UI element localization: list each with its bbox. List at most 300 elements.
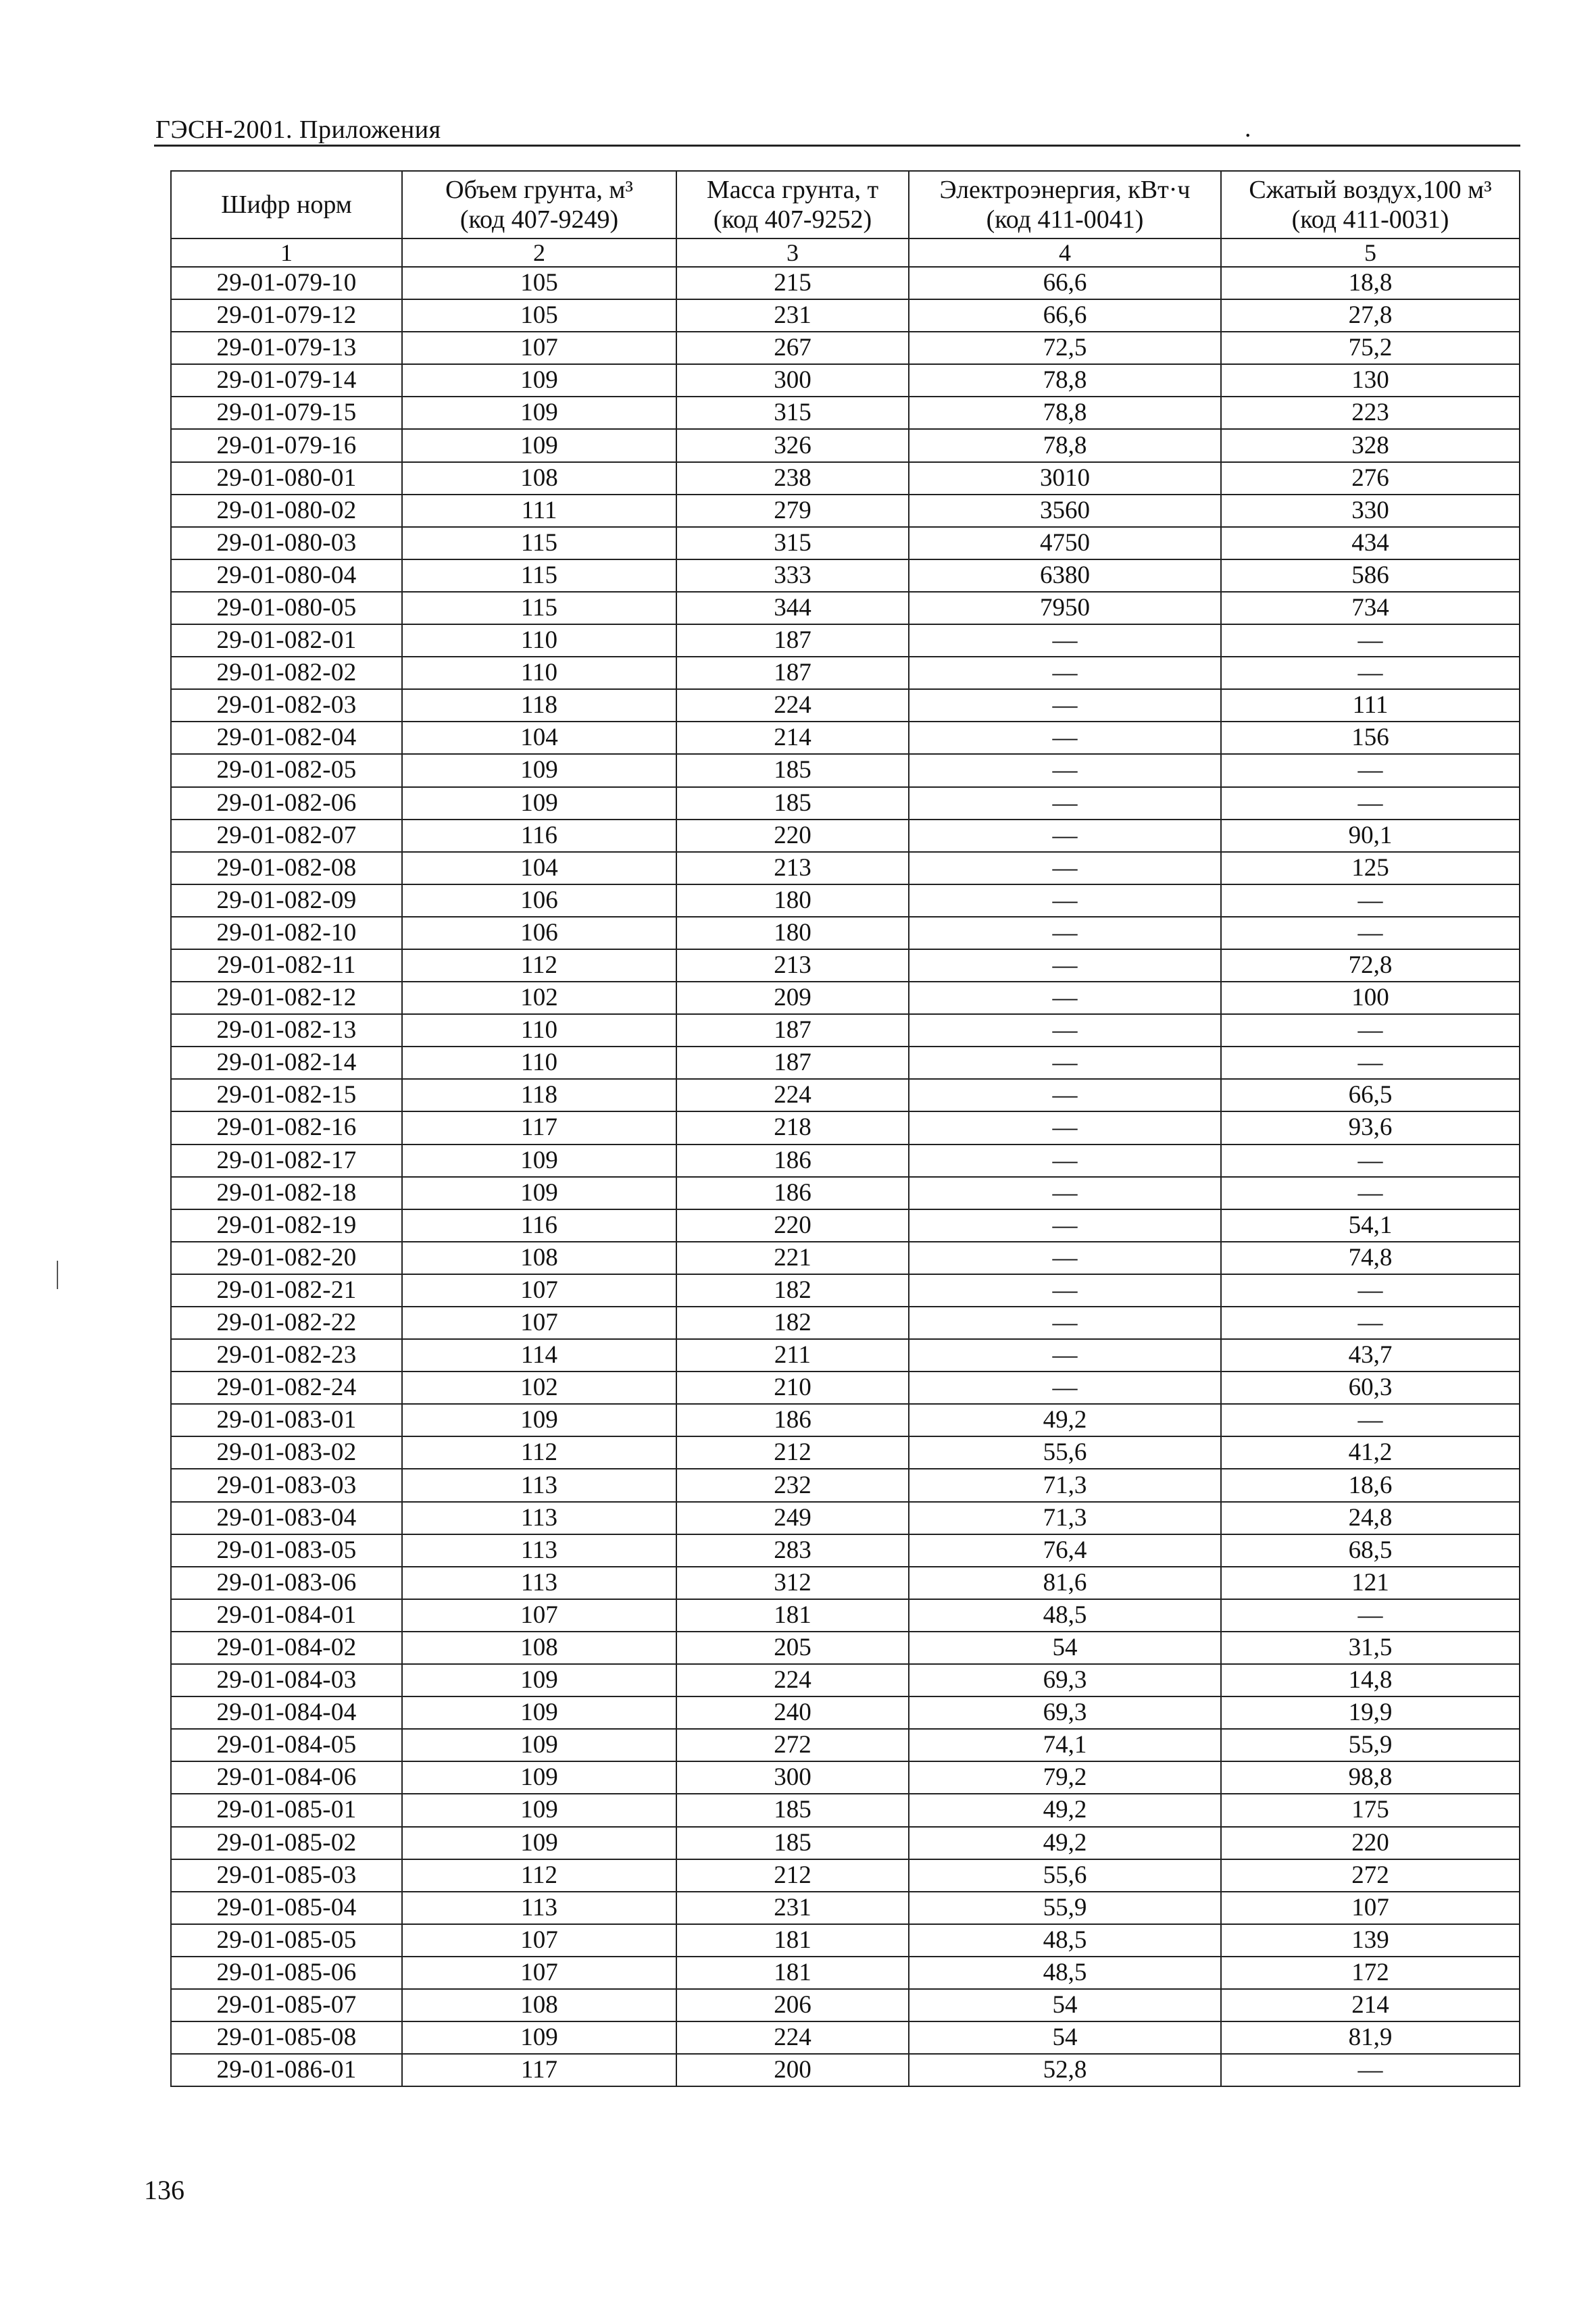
header-rule: [154, 145, 1520, 147]
norm-code-cell: 29-01-079-15: [171, 397, 402, 429]
table-row: [171, 917, 1520, 949]
soil-mass-cell: 185: [676, 787, 909, 820]
table-row: [171, 1892, 1520, 1924]
electricity-cell: 55,6: [909, 1859, 1221, 1892]
table-row: [171, 1242, 1520, 1274]
norm-code-cell: 29-01-082-15: [171, 1079, 402, 1111]
norm-code-cell: 29-01-082-03: [171, 689, 402, 722]
electricity-cell: 55,6: [909, 1436, 1221, 1469]
soil-volume-cell: 115: [402, 527, 676, 559]
table-row: [171, 624, 1520, 657]
norm-code-cell: 29-01-082-24: [171, 1372, 402, 1404]
compressed-air-cell: 18,8: [1221, 267, 1520, 299]
soil-volume-cell: 108: [402, 1632, 676, 1664]
norm-code-cell: 29-01-082-19: [171, 1209, 402, 1242]
soil-volume-cell: 108: [402, 1242, 676, 1274]
soil-volume-cell: 106: [402, 917, 676, 949]
soil-mass-cell: 213: [676, 949, 909, 982]
table-row: [171, 1079, 1520, 1111]
soil-volume-cell: 109: [402, 1696, 676, 1729]
table-row: [171, 1696, 1520, 1729]
table-row: [171, 364, 1520, 397]
table-row: [171, 1404, 1520, 1436]
norm-code-cell: 29-01-082-10: [171, 917, 402, 949]
compressed-air-cell: —: [1221, 884, 1520, 917]
soil-mass-cell: 181: [676, 1599, 909, 1632]
soil-volume-cell: 109: [402, 1761, 676, 1794]
soil-mass-cell: 300: [676, 1761, 909, 1794]
col-header-code: Шифр норм: [171, 171, 402, 238]
soil-mass-cell: 224: [676, 689, 909, 722]
column-number: 4: [909, 238, 1221, 267]
soil-mass-cell: 232: [676, 1469, 909, 1501]
norm-code-cell: 29-01-082-12: [171, 982, 402, 1014]
soil-volume-cell: 105: [402, 267, 676, 299]
norm-code-cell: 29-01-082-04: [171, 722, 402, 754]
compressed-air-cell: 24,8: [1221, 1502, 1520, 1534]
compressed-air-cell: 276: [1221, 462, 1520, 495]
table-row: [171, 1307, 1520, 1339]
electricity-cell: —: [909, 722, 1221, 754]
soil-volume-cell: 112: [402, 1436, 676, 1469]
table-row: [171, 1177, 1520, 1209]
electricity-cell: —: [909, 820, 1221, 852]
compressed-air-cell: —: [1221, 2054, 1520, 2086]
col-header-soil-volume: Объем грунта, м³ (код 407-9249): [402, 171, 676, 238]
soil-volume-cell: 110: [402, 1047, 676, 1079]
table-row: [171, 787, 1520, 820]
table-row: [171, 657, 1520, 689]
norm-code-cell: 29-01-082-22: [171, 1307, 402, 1339]
soil-mass-cell: 182: [676, 1307, 909, 1339]
electricity-cell: 55,9: [909, 1892, 1221, 1924]
compressed-air-cell: 31,5: [1221, 1632, 1520, 1664]
table-row: [171, 1859, 1520, 1892]
table-row: [171, 462, 1520, 495]
compressed-air-cell: —: [1221, 1307, 1520, 1339]
compressed-air-cell: 74,8: [1221, 1242, 1520, 1274]
soil-volume-cell: 113: [402, 1567, 676, 1599]
norm-code-cell: 29-01-082-18: [171, 1177, 402, 1209]
norm-code-cell: 29-01-079-16: [171, 429, 402, 461]
soil-mass-cell: 315: [676, 527, 909, 559]
soil-volume-cell: 113: [402, 1534, 676, 1567]
column-number: 2: [402, 238, 676, 267]
norm-code-cell: 29-01-084-02: [171, 1632, 402, 1664]
compressed-air-cell: —: [1221, 624, 1520, 657]
soil-mass-cell: 224: [676, 2021, 909, 2054]
soil-mass-cell: 182: [676, 1274, 909, 1307]
margin-mark: [57, 1261, 58, 1289]
compressed-air-cell: —: [1221, 787, 1520, 820]
norm-code-cell: 29-01-085-04: [171, 1892, 402, 1924]
electricity-cell: —: [909, 917, 1221, 949]
soil-mass-cell: 187: [676, 1047, 909, 1079]
soil-volume-cell: 107: [402, 1924, 676, 1957]
compressed-air-cell: 272: [1221, 1859, 1520, 1892]
norm-code-cell: 29-01-085-01: [171, 1794, 402, 1826]
soil-mass-cell: 231: [676, 299, 909, 332]
soil-volume-cell: 116: [402, 1209, 676, 1242]
soil-mass-cell: 187: [676, 1014, 909, 1047]
compressed-air-cell: 81,9: [1221, 2021, 1520, 2054]
compressed-air-cell: 586: [1221, 559, 1520, 592]
electricity-cell: 49,2: [909, 1827, 1221, 1859]
norm-code-cell: 29-01-085-03: [171, 1859, 402, 1892]
compressed-air-cell: 111: [1221, 689, 1520, 722]
soil-volume-cell: 102: [402, 1372, 676, 1404]
table-row: [171, 267, 1520, 299]
norm-code-cell: 29-01-080-01: [171, 462, 402, 495]
soil-volume-cell: 110: [402, 1014, 676, 1047]
table-row: [171, 1534, 1520, 1567]
electricity-cell: 79,2: [909, 1761, 1221, 1794]
soil-mass-cell: 213: [676, 852, 909, 884]
norm-code-cell: 29-01-079-14: [171, 364, 402, 397]
norm-code-cell: 29-01-083-03: [171, 1469, 402, 1501]
compressed-air-cell: 172: [1221, 1957, 1520, 1989]
electricity-cell: —: [909, 1307, 1221, 1339]
norm-code-cell: 29-01-084-01: [171, 1599, 402, 1632]
soil-mass-cell: 186: [676, 1404, 909, 1436]
electricity-cell: 48,5: [909, 1924, 1221, 1957]
electricity-cell: 71,3: [909, 1469, 1221, 1501]
soil-mass-cell: 214: [676, 722, 909, 754]
col-header-electricity: Электроэнергия, кВт·ч (код 411-0041): [909, 171, 1221, 238]
compressed-air-cell: 156: [1221, 722, 1520, 754]
norm-code-cell: 29-01-084-04: [171, 1696, 402, 1729]
norm-code-cell: 29-01-082-07: [171, 820, 402, 852]
norm-code-cell: 29-01-085-08: [171, 2021, 402, 2054]
running-header: ГЭСН-2001. Приложения: [155, 116, 441, 144]
electricity-cell: —: [909, 884, 1221, 917]
table-row: [171, 1274, 1520, 1307]
soil-volume-cell: 115: [402, 592, 676, 624]
column-number-row: [171, 238, 1520, 267]
soil-mass-cell: 279: [676, 495, 909, 527]
soil-volume-cell: 109: [402, 364, 676, 397]
compressed-air-cell: —: [1221, 657, 1520, 689]
electricity-cell: —: [909, 1111, 1221, 1144]
soil-volume-cell: 110: [402, 624, 676, 657]
col-header-soil-mass: Масса грунта, т (код 407-9252): [676, 171, 909, 238]
norm-code-cell: 29-01-080-05: [171, 592, 402, 624]
electricity-cell: —: [909, 1014, 1221, 1047]
electricity-cell: 4750: [909, 527, 1221, 559]
electricity-cell: 78,8: [909, 429, 1221, 461]
electricity-cell: 69,3: [909, 1664, 1221, 1696]
table-row: [171, 495, 1520, 527]
norm-code-cell: 29-01-079-13: [171, 332, 402, 364]
table-row: [171, 1664, 1520, 1696]
table-row: [171, 884, 1520, 917]
electricity-cell: —: [909, 982, 1221, 1014]
soil-volume-cell: 118: [402, 689, 676, 722]
soil-mass-cell: 249: [676, 1502, 909, 1534]
soil-mass-cell: 180: [676, 884, 909, 917]
electricity-cell: 49,2: [909, 1794, 1221, 1826]
norm-code-cell: 29-01-083-04: [171, 1502, 402, 1534]
soil-mass-cell: 180: [676, 917, 909, 949]
soil-mass-cell: 212: [676, 1436, 909, 1469]
soil-volume-cell: 107: [402, 1274, 676, 1307]
soil-volume-cell: 109: [402, 1794, 676, 1826]
soil-mass-cell: 181: [676, 1924, 909, 1957]
compressed-air-cell: 734: [1221, 592, 1520, 624]
norm-code-cell: 29-01-082-23: [171, 1339, 402, 1372]
electricity-cell: —: [909, 1177, 1221, 1209]
norm-code-cell: 29-01-085-07: [171, 1989, 402, 2021]
electricity-cell: 48,5: [909, 1957, 1221, 1989]
electricity-cell: 78,8: [909, 397, 1221, 429]
norm-code-cell: 29-01-079-12: [171, 299, 402, 332]
table-row: [171, 429, 1520, 461]
compressed-air-cell: —: [1221, 1014, 1520, 1047]
table-row: [171, 1567, 1520, 1599]
electricity-cell: —: [909, 1339, 1221, 1372]
soil-volume-cell: 107: [402, 1307, 676, 1339]
soil-mass-cell: 187: [676, 657, 909, 689]
soil-mass-cell: 220: [676, 1209, 909, 1242]
compressed-air-cell: 66,5: [1221, 1079, 1520, 1111]
compressed-air-cell: 434: [1221, 527, 1520, 559]
compressed-air-cell: 330: [1221, 495, 1520, 527]
norm-code-cell: 29-01-083-06: [171, 1567, 402, 1599]
electricity-cell: —: [909, 624, 1221, 657]
compressed-air-cell: 139: [1221, 1924, 1520, 1957]
norm-code-cell: 29-01-082-16: [171, 1111, 402, 1144]
table-row: [171, 1145, 1520, 1177]
compressed-air-cell: 121: [1221, 1567, 1520, 1599]
soil-mass-cell: 344: [676, 592, 909, 624]
compressed-air-cell: 18,6: [1221, 1469, 1520, 1501]
soil-volume-cell: 109: [402, 1177, 676, 1209]
norm-code-cell: 29-01-082-09: [171, 884, 402, 917]
soil-volume-cell: 104: [402, 852, 676, 884]
table-row: [171, 1014, 1520, 1047]
soil-volume-cell: 104: [402, 722, 676, 754]
compressed-air-cell: 107: [1221, 1892, 1520, 1924]
soil-volume-cell: 109: [402, 1664, 676, 1696]
compressed-air-cell: —: [1221, 1145, 1520, 1177]
soil-volume-cell: 109: [402, 1729, 676, 1761]
table-row: [171, 592, 1520, 624]
compressed-air-cell: —: [1221, 1047, 1520, 1079]
electricity-cell: 3560: [909, 495, 1221, 527]
column-number: 5: [1221, 238, 1520, 267]
soil-mass-cell: 185: [676, 754, 909, 786]
soil-mass-cell: 187: [676, 624, 909, 657]
table-row: [171, 1372, 1520, 1404]
soil-mass-cell: 185: [676, 1794, 909, 1826]
norm-code-cell: 29-01-080-04: [171, 559, 402, 592]
compressed-air-cell: —: [1221, 1404, 1520, 1436]
electricity-cell: —: [909, 787, 1221, 820]
electricity-cell: —: [909, 754, 1221, 786]
soil-mass-cell: 212: [676, 1859, 909, 1892]
soil-mass-cell: 231: [676, 1892, 909, 1924]
soil-volume-cell: 117: [402, 2054, 676, 2086]
soil-volume-cell: 115: [402, 559, 676, 592]
norm-code-cell: 29-01-082-20: [171, 1242, 402, 1274]
soil-volume-cell: 110: [402, 657, 676, 689]
compressed-air-cell: —: [1221, 1177, 1520, 1209]
table-row: [171, 1469, 1520, 1501]
soil-mass-cell: 240: [676, 1696, 909, 1729]
soil-volume-cell: 102: [402, 982, 676, 1014]
soil-mass-cell: 181: [676, 1957, 909, 1989]
compressed-air-cell: 43,7: [1221, 1339, 1520, 1372]
compressed-air-cell: 27,8: [1221, 299, 1520, 332]
soil-volume-cell: 118: [402, 1079, 676, 1111]
table-row: [171, 1047, 1520, 1079]
norm-code-cell: 29-01-079-10: [171, 267, 402, 299]
table-row: [171, 722, 1520, 754]
soil-volume-cell: 112: [402, 949, 676, 982]
electricity-cell: —: [909, 657, 1221, 689]
soil-volume-cell: 107: [402, 1957, 676, 1989]
norm-code-cell: 29-01-082-06: [171, 787, 402, 820]
table-row: [171, 2054, 1520, 2086]
table-row: [171, 1827, 1520, 1859]
soil-volume-cell: 111: [402, 495, 676, 527]
compressed-air-cell: 55,9: [1221, 1729, 1520, 1761]
norm-code-cell: 29-01-084-03: [171, 1664, 402, 1696]
table-row: [171, 1599, 1520, 1632]
soil-mass-cell: 312: [676, 1567, 909, 1599]
compressed-air-cell: 125: [1221, 852, 1520, 884]
compressed-air-cell: 223: [1221, 397, 1520, 429]
electricity-cell: 54: [909, 1989, 1221, 2021]
soil-volume-cell: 109: [402, 1827, 676, 1859]
compressed-air-cell: 93,6: [1221, 1111, 1520, 1144]
compressed-air-cell: 54,1: [1221, 1209, 1520, 1242]
electricity-cell: —: [909, 689, 1221, 722]
table-row: [171, 1436, 1520, 1469]
table-row: [171, 982, 1520, 1014]
table-row: [171, 1111, 1520, 1144]
soil-mass-cell: 224: [676, 1664, 909, 1696]
electricity-cell: —: [909, 1209, 1221, 1242]
norm-code-cell: 29-01-085-05: [171, 1924, 402, 1957]
soil-mass-cell: 218: [676, 1111, 909, 1144]
electricity-cell: 48,5: [909, 1599, 1221, 1632]
soil-mass-cell: 267: [676, 332, 909, 364]
electricity-cell: —: [909, 1047, 1221, 1079]
soil-mass-cell: 333: [676, 559, 909, 592]
compressed-air-cell: 98,8: [1221, 1761, 1520, 1794]
electricity-cell: 78,8: [909, 364, 1221, 397]
soil-mass-cell: 206: [676, 1989, 909, 2021]
soil-mass-cell: 315: [676, 397, 909, 429]
soil-volume-cell: 108: [402, 462, 676, 495]
norm-code-cell: 29-01-083-02: [171, 1436, 402, 1469]
electricity-cell: 71,3: [909, 1502, 1221, 1534]
soil-volume-cell: 109: [402, 754, 676, 786]
table-row: [171, 299, 1520, 332]
compressed-air-cell: 328: [1221, 429, 1520, 461]
norm-code-cell: 29-01-084-05: [171, 1729, 402, 1761]
col-header-compressed-air: Сжатый воздух,100 м³ (код 411-0031): [1221, 171, 1520, 238]
electricity-cell: 49,2: [909, 1404, 1221, 1436]
header-dot: .: [1245, 114, 1251, 143]
electricity-cell: 81,6: [909, 1567, 1221, 1599]
soil-volume-cell: 113: [402, 1892, 676, 1924]
norm-code-cell: 29-01-082-13: [171, 1014, 402, 1047]
soil-mass-cell: 283: [676, 1534, 909, 1567]
table-row: [171, 1209, 1520, 1242]
electricity-cell: 72,5: [909, 332, 1221, 364]
soil-volume-cell: 105: [402, 299, 676, 332]
norm-code-cell: 29-01-082-02: [171, 657, 402, 689]
table-row: [171, 689, 1520, 722]
electricity-cell: —: [909, 949, 1221, 982]
table-row: [171, 1729, 1520, 1761]
electricity-cell: —: [909, 1079, 1221, 1111]
norm-code-cell: 29-01-082-14: [171, 1047, 402, 1079]
soil-volume-cell: 109: [402, 1145, 676, 1177]
soil-mass-cell: 238: [676, 462, 909, 495]
soil-volume-cell: 108: [402, 1989, 676, 2021]
soil-mass-cell: 300: [676, 364, 909, 397]
compressed-air-cell: 14,8: [1221, 1664, 1520, 1696]
norm-code-cell: 29-01-083-01: [171, 1404, 402, 1436]
soil-volume-cell: 109: [402, 397, 676, 429]
soil-volume-cell: 114: [402, 1339, 676, 1372]
electricity-cell: 52,8: [909, 2054, 1221, 2086]
soil-mass-cell: 221: [676, 1242, 909, 1274]
soil-mass-cell: 186: [676, 1145, 909, 1177]
compressed-air-cell: 41,2: [1221, 1436, 1520, 1469]
electricity-cell: 76,4: [909, 1534, 1221, 1567]
compressed-air-cell: 100: [1221, 982, 1520, 1014]
norm-code-cell: 29-01-080-03: [171, 527, 402, 559]
norm-code-cell: 29-01-082-01: [171, 624, 402, 657]
soil-volume-cell: 116: [402, 820, 676, 852]
soil-volume-cell: 113: [402, 1502, 676, 1534]
soil-mass-cell: 205: [676, 1632, 909, 1664]
electricity-cell: 7950: [909, 592, 1221, 624]
electricity-cell: —: [909, 1145, 1221, 1177]
soil-volume-cell: 109: [402, 429, 676, 461]
soil-volume-cell: 109: [402, 787, 676, 820]
soil-mass-cell: 185: [676, 1827, 909, 1859]
electricity-cell: 3010: [909, 462, 1221, 495]
electricity-cell: —: [909, 1242, 1221, 1274]
table-row: [171, 949, 1520, 982]
compressed-air-cell: —: [1221, 1274, 1520, 1307]
table-row: [171, 1502, 1520, 1534]
electricity-cell: 54: [909, 2021, 1221, 2054]
soil-volume-cell: 109: [402, 2021, 676, 2054]
compressed-air-cell: —: [1221, 917, 1520, 949]
compressed-air-cell: —: [1221, 754, 1520, 786]
table-row: [171, 332, 1520, 364]
electricity-cell: 54: [909, 1632, 1221, 1664]
page-number: 136: [144, 2175, 184, 2205]
electricity-cell: 66,6: [909, 299, 1221, 332]
compressed-air-cell: 90,1: [1221, 820, 1520, 852]
soil-volume-cell: 107: [402, 1599, 676, 1632]
norm-code-cell: 29-01-083-05: [171, 1534, 402, 1567]
soil-volume-cell: 107: [402, 332, 676, 364]
soil-mass-cell: 215: [676, 267, 909, 299]
norm-code-cell: 29-01-084-06: [171, 1761, 402, 1794]
compressed-air-cell: —: [1221, 1599, 1520, 1632]
soil-mass-cell: 272: [676, 1729, 909, 1761]
soil-mass-cell: 186: [676, 1177, 909, 1209]
norm-code-cell: 29-01-085-02: [171, 1827, 402, 1859]
